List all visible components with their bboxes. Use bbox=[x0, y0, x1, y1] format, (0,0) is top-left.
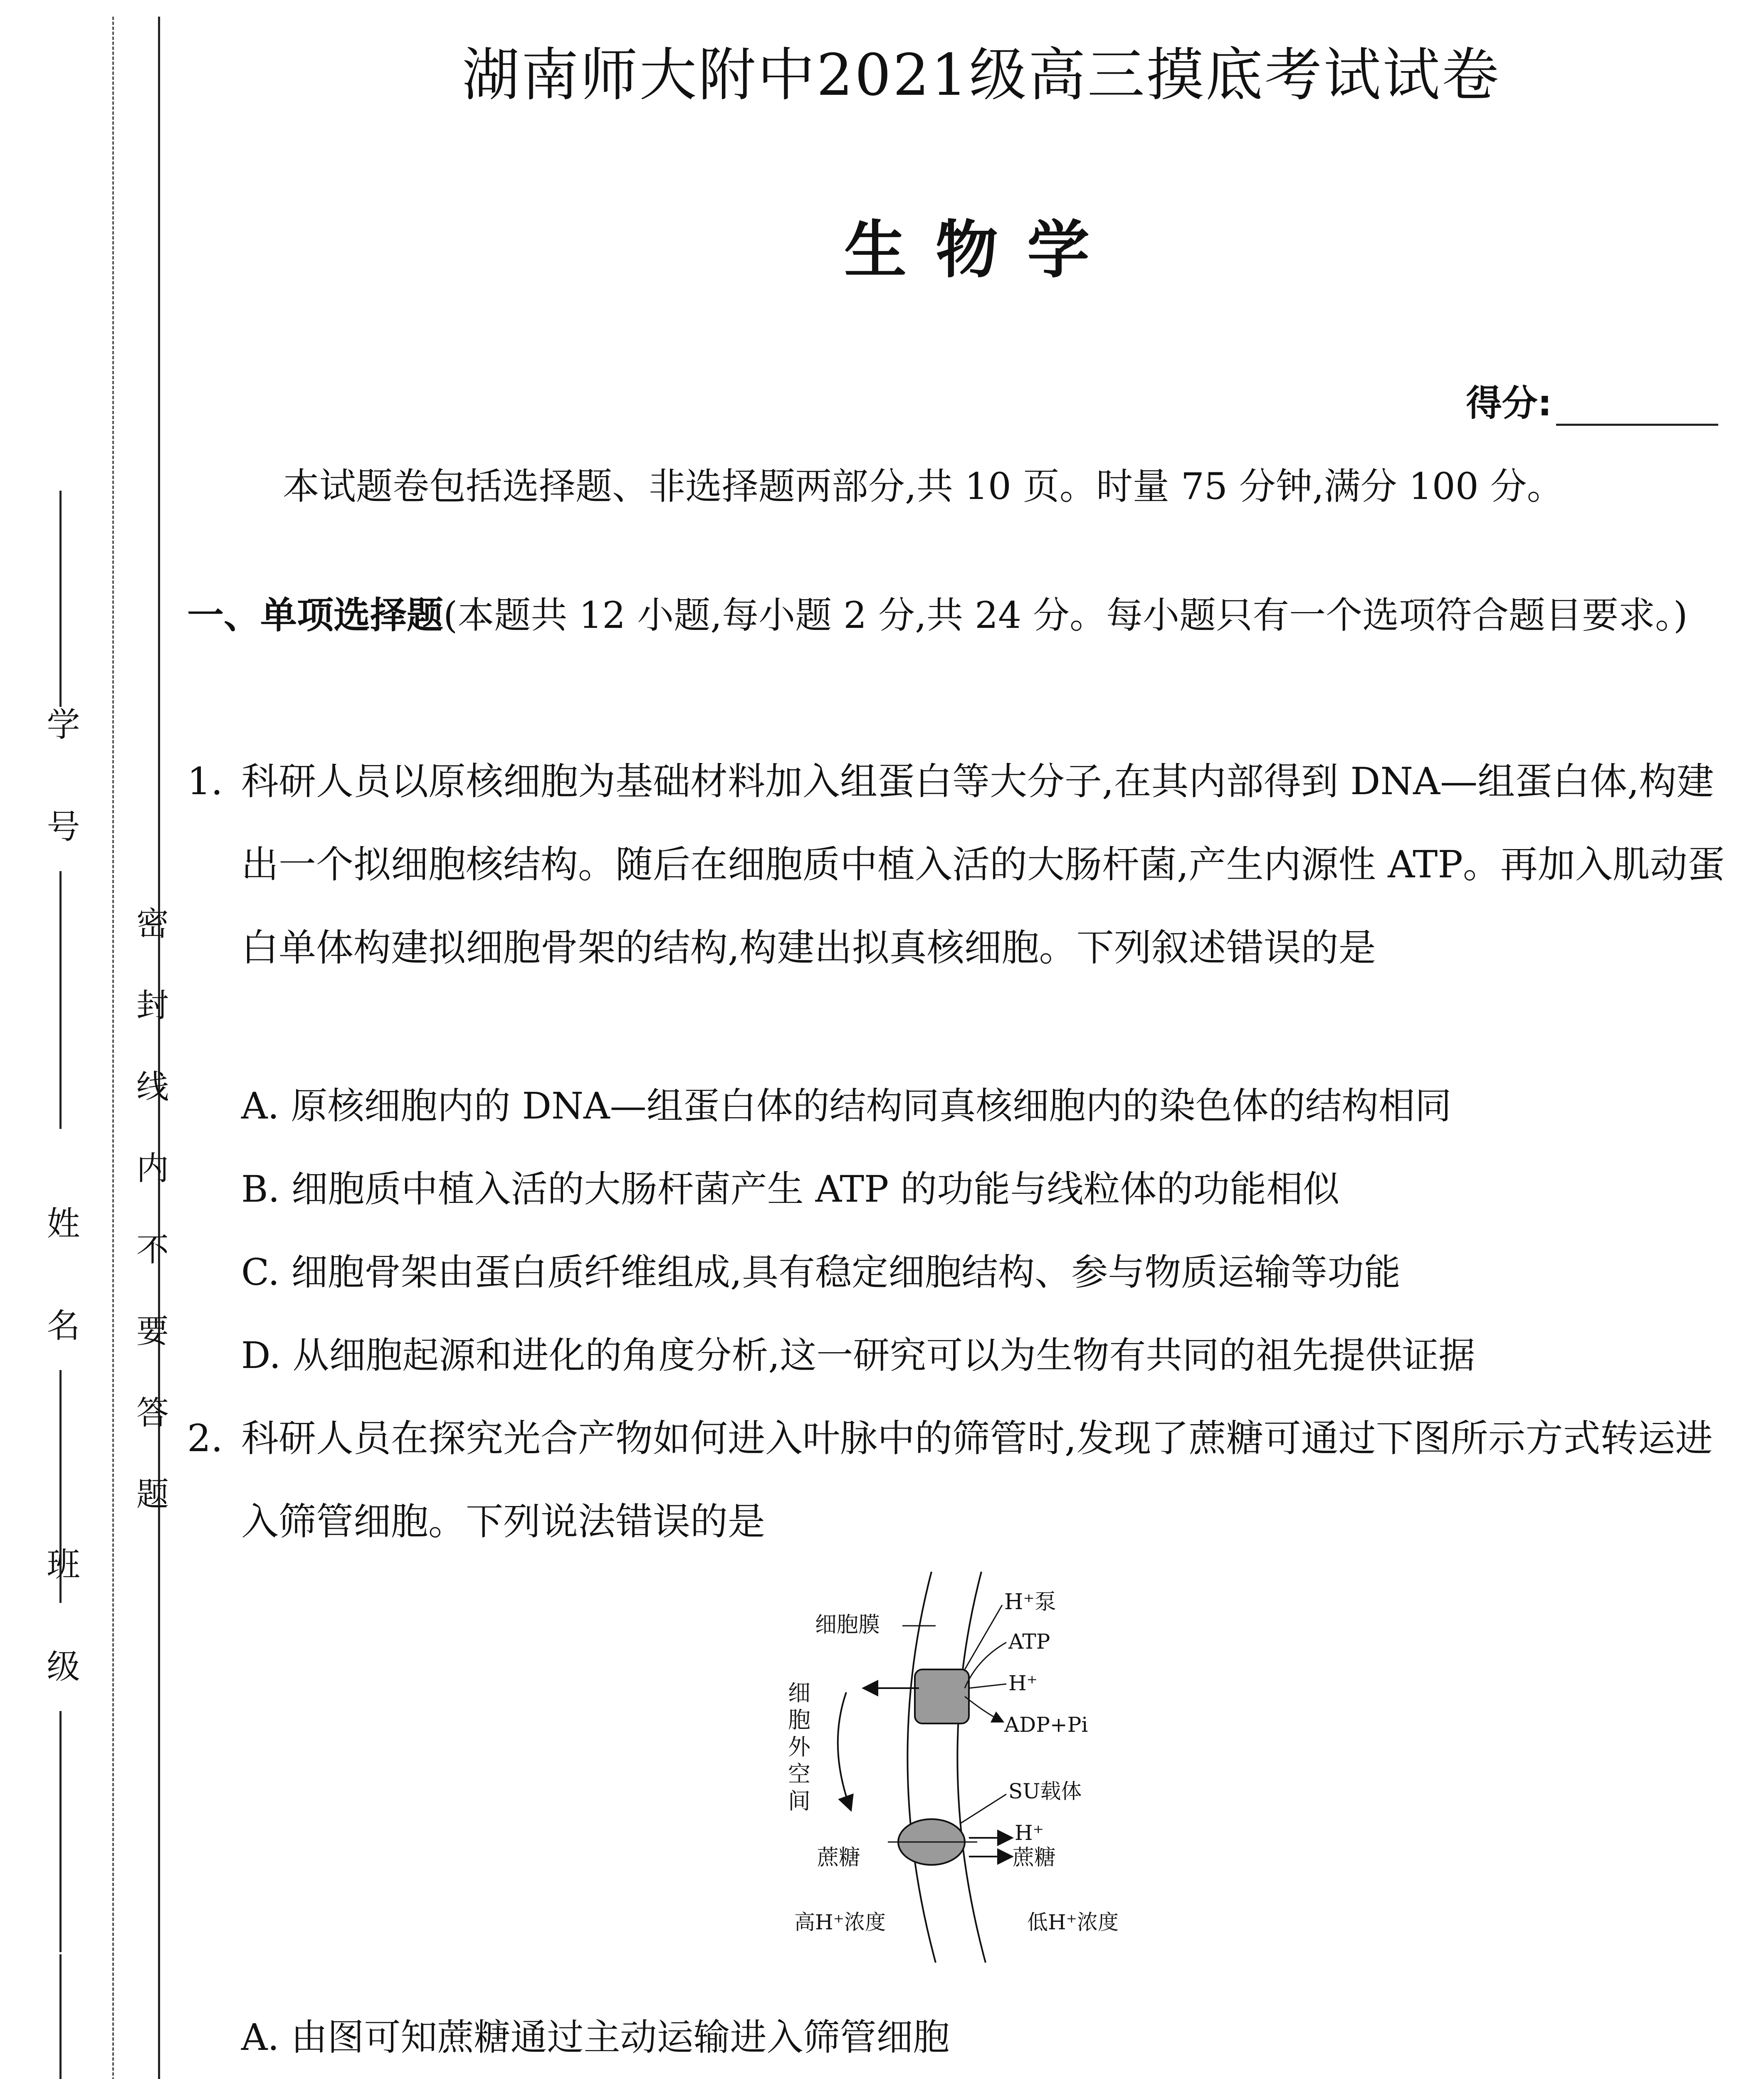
question-number: 2. bbox=[187, 1417, 223, 1460]
question-1 bbox=[187, 740, 1726, 990]
outside-char-3: 外 bbox=[788, 1734, 810, 1760]
class-label: 班 级 bbox=[41, 1547, 80, 1711]
atp-label: ATP bbox=[1008, 1630, 1050, 1654]
h-return-arrow bbox=[838, 1692, 850, 1809]
exam-title: 湖南师大附中2021级高三摸底考试试卷 bbox=[462, 42, 1501, 109]
outside-char-1: 细 bbox=[788, 1680, 810, 1706]
question-stem: 科研人员以原核细胞为基础材料加入组蛋白等大分子,在其内部得到 DNA—组蛋白体,构建出一个拟细胞核结构。随后在细胞质中植入活的大肠杆菌,产生内源性 ATP。再加入肌动蛋白单体构建拟细胞骨架的结构,构建出拟真核细胞。下列叙述错误的是 bbox=[241, 760, 1725, 970]
section-note: (本题共 12 小题,每小题 2 分,共 24 分。每小题只有一个选项符合题目要求。) bbox=[443, 594, 1688, 637]
student-id-field[interactable] bbox=[40, 491, 81, 1129]
exam-instructions: 本试题卷包括选择题、非选择题两部分,共 10 页。时量 75 分钟,满分 100 分。 bbox=[283, 465, 1564, 508]
su-pointer bbox=[961, 1794, 1006, 1823]
student-id-blank-lower[interactable] bbox=[59, 871, 62, 1129]
section-label: 一、单项选择题 bbox=[187, 594, 444, 637]
question-2 bbox=[187, 1397, 1726, 1563]
student-id-blank[interactable] bbox=[59, 491, 62, 707]
h-pump-protein bbox=[915, 1669, 969, 1723]
question-number: 1. bbox=[187, 760, 223, 803]
q2-option-a[interactable]: A. 由图可知蔗糖通过主动运输进入筛管细胞 bbox=[241, 2016, 950, 2059]
name-field[interactable] bbox=[40, 1206, 81, 1603]
section-heading bbox=[187, 574, 1726, 657]
q1-option-b[interactable]: B. 细胞质中植入活的大肠杆菌产生 ATP 的功能与线粒体的功能相似 bbox=[241, 1168, 1340, 1210]
h-pump-ion-label: H⁺ bbox=[1008, 1671, 1038, 1695]
score-label: 得分: bbox=[1466, 383, 1552, 424]
h-cotransport-label: H⁺ bbox=[1015, 1821, 1044, 1845]
student-id-label: 学 号 bbox=[41, 707, 80, 872]
su-label: SU载体 bbox=[1008, 1779, 1082, 1803]
score-field[interactable] bbox=[1466, 374, 1718, 426]
membrane-label: 细胞膜 bbox=[815, 1612, 880, 1637]
subject-title: 生物学 bbox=[844, 213, 1119, 286]
low-h-label: 低H⁺浓度 bbox=[1027, 1910, 1119, 1934]
sucrose-transport-diagram bbox=[778, 1563, 1193, 1971]
name-label: 姓 名 bbox=[41, 1206, 80, 1370]
score-blank[interactable] bbox=[1556, 390, 1718, 426]
question-stem: 科研人员在探究光合产物如何进入叶脉中的筛管时,发现了蔗糖可通过下图所示方式转运进入筛管细胞。下列说法错误的是 bbox=[241, 1417, 1713, 1543]
school-field[interactable] bbox=[40, 1954, 81, 2079]
outside-char-4: 空 bbox=[788, 1761, 810, 1787]
outside-char-2: 胞 bbox=[788, 1707, 810, 1733]
q1-option-c[interactable]: C. 细胞骨架由蛋白质纤维组成,具有稳定细胞结构、参与物质运输等功能 bbox=[241, 1251, 1401, 1294]
seal-warning-text: 密封线内不要答题 bbox=[131, 906, 168, 1558]
outside-char-5: 间 bbox=[788, 1788, 810, 1814]
q1-option-d[interactable]: D. 从细胞起源和进化的角度分析,这一研究可以为生物有共同的祖先提供证据 bbox=[241, 1334, 1475, 1377]
membrane-right-edge bbox=[957, 1572, 986, 1963]
high-h-label: 高H⁺浓度 bbox=[794, 1910, 886, 1934]
h-pump-ion-line bbox=[969, 1684, 1006, 1688]
school-blank[interactable] bbox=[59, 1954, 62, 2079]
pump-label: H⁺泵 bbox=[1004, 1590, 1056, 1615]
adp-label: ADP+Pi bbox=[1004, 1713, 1088, 1737]
class-field[interactable] bbox=[40, 1547, 81, 1952]
sucrose-outside-label: 蔗糖 bbox=[817, 1845, 861, 1870]
sucrose-inside-label: 蔗糖 bbox=[1013, 1845, 1056, 1870]
seal-dashed-line bbox=[112, 17, 114, 2079]
atp-arrow bbox=[965, 1642, 1006, 1688]
class-blank[interactable] bbox=[59, 1711, 62, 1952]
adp-arrow bbox=[965, 1696, 1002, 1721]
membrane-left-edge bbox=[907, 1572, 936, 1963]
q1-option-a[interactable]: A. 原核细胞内的 DNA—组蛋白体的结构同真核细胞内的染色体的结构相同 bbox=[241, 1084, 1452, 1127]
